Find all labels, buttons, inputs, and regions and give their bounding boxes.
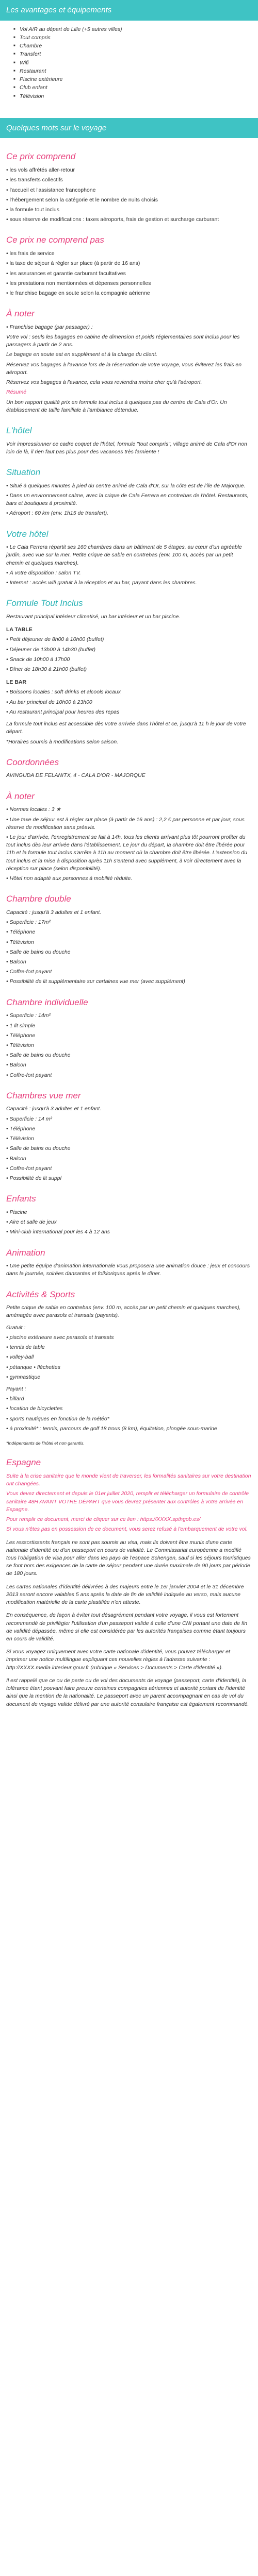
list-line: • Salle de bains ou douche: [6, 1052, 71, 1059]
animation-text: • Une petite équipe d'animation internationale vous proposera une animation douce : jeux et concours dans la journée, soirées dansantes et folkloriques après le dîner.: [6, 1263, 250, 1277]
list-line: • Snack de 10h00 à 17h00: [6, 656, 70, 663]
list-line: • les frais de service: [6, 250, 55, 257]
included-list: [6, 166, 252, 224]
room-std-list: [6, 909, 252, 986]
list-line: • pétanque • fléchettes: [6, 1364, 60, 1370]
list-line: • à proximité* : tennis, parcours de golf 18 trous (8 km), équitation, plongée sous-marine: [6, 1425, 217, 1432]
votre-hotel-title: Votre hôtel: [6, 529, 49, 539]
list-line: • Petit déjeuner de 8h00 à 10h00 (buffet): [6, 636, 104, 643]
list-line: • Superficie : 14 m²: [6, 1115, 52, 1122]
list-line: • Salle de bains ou douche: [6, 948, 71, 955]
situation-list: [6, 482, 252, 518]
list-line: • Déjeuner de 13h00 à 14h30 (buffet): [6, 646, 95, 653]
list-line: • Normes locales : 3 ★: [6, 806, 61, 813]
activities-intro: Petite crique de sable en contrebas (env. 100 m, accès par un petit chemin et quelques marches), aménagée avec parasols et transats (payants).: [6, 1304, 241, 1319]
advantage-item: ■ Télévision: [20, 93, 252, 100]
advantage-item: ■ Restaurant: [20, 67, 252, 75]
list-line: • Dans un environnement calme, avec la crique de Cala Ferrera en contrebas de l'hôtel. Restaurants, bars et boutiques à proximité.: [6, 492, 249, 507]
activities-paid-title: Payant :: [6, 1385, 26, 1392]
list-line: • 1 lit simple: [6, 1022, 36, 1029]
list-line: • Internet : accès wifi gratuit à la réception et au bar, payant dans les chambres.: [6, 580, 197, 586]
list-line: • Possibilité de lit suppl: [6, 1175, 61, 1181]
list-line: • Coffre-fort payant: [6, 969, 52, 975]
list-line: En conséquence, de façon à éviter tout désagrément pendant votre voyage, il vous est fortement recommandé de privilégier l'utilisation d'un passeport valide à celle d'une CNI portant une date de fin de validité dépassée, même si elle est considérée par les autorités françaises comme étant toujours en cours de validité.: [6, 1612, 248, 1642]
advantage-item: ■ Tout compris: [20, 34, 252, 42]
details-block: [0, 138, 258, 1708]
list-line: • les assurances et garantie carburant facultatives: [6, 270, 126, 277]
list-line: Pour remplir ce document, merci de cliquer sur ce lien : https://XXXX.spthgob.es/: [6, 1516, 201, 1523]
room-sea-title: Chambres vue mer: [6, 1090, 81, 1100]
list-line: • les prestations non mentionnées et dépenses personnelles: [6, 280, 151, 286]
list-line: • l'accueil et l'assistance francophone: [6, 187, 96, 193]
list-line: • billard: [6, 1396, 24, 1402]
note2-list: [6, 806, 252, 883]
list-line: Capacité : jusqu'à 3 adultes et 1 enfant.: [6, 909, 102, 916]
note1-lines: [6, 324, 252, 387]
note1-title: À noter: [6, 309, 35, 319]
list-line: • Télévision: [6, 1136, 34, 1142]
list-line: • l'hébergement selon la catégorie et le nombre de nuits choisis: [6, 196, 158, 203]
list-line: • Hôtel non adapté aux personnes à mobilité réduite.: [6, 875, 133, 882]
list-line: • Situé à quelques minutes à pied du centre animé de Cala d'Or, sur la côte est de l'île de Majorque.: [6, 482, 246, 489]
formule-table-title: LA TABLE: [6, 626, 33, 633]
list-line: • Au bar principal de 10h00 à 23h00: [6, 699, 92, 705]
children-title: Enfants: [6, 1194, 36, 1204]
list-line: • piscine extérieure avec parasols et transats: [6, 1334, 114, 1341]
list-line: • Dîner de 18h30 à 21h00 (buffet): [6, 666, 87, 673]
activities-free-title: Gratuit :: [6, 1324, 26, 1331]
spain-alert: [6, 1472, 252, 1534]
list-line: Il est rappelé que ce ou de perte ou de vol des documents de voyage (passeport, carte d'identité), la tolérance étant pouvant faire preuve certaines compagnies aériennes et autorité portant de l'identité ainsi que la mention de la nationalité. Le passeport avec un parent accompagnant en cas de vol du document de voyage valide délivré par une autorité consulaire française est également recommandé.: [6, 1677, 249, 1707]
list-line: • Télévision: [6, 939, 34, 945]
advantages-block: [0, 21, 258, 100]
formule-note2: *Horaires soumis à modifications selon saison.: [6, 738, 119, 745]
section-header-advantages: Les avantages et équipements: [0, 0, 258, 21]
hotel-title: L'hôtel: [6, 425, 32, 435]
list-line: • les transferts collectifs: [6, 177, 63, 183]
situation-title: Situation: [6, 467, 41, 478]
advantage-item: ■ Chambre: [20, 42, 252, 50]
formule-table-list: [6, 636, 252, 673]
list-line: • À votre disposition : salon TV.: [6, 569, 81, 576]
list-line: Suite à la crise sanitaire que le monde vient de traverser, les formalités sanitaires sur votre destination ont changées.: [6, 1473, 251, 1487]
list-line: Vous devez directement et depuis le 01er juillet 2020, remplir et télécharger un formulaire de contrôle sanitaire 48H AVANT VOTRE DÉPART que vous devrez présenter aux contrôles à votre arrivée en Espagne.: [6, 1490, 249, 1513]
list-line: • la formule tout inclus: [6, 206, 59, 213]
advantage-item: ■ Club enfant: [20, 84, 252, 92]
list-line: • Boissons locales : soft drinks et alcools locaux: [6, 689, 121, 696]
formule-bar-title: LE BAR: [6, 679, 27, 686]
activities-title: Activités & Sports: [6, 1289, 75, 1299]
advantages-list: [6, 26, 252, 100]
list-line: • Coffre-fort payant: [6, 1072, 52, 1078]
list-line: • les vols affrétés aller-retour: [6, 167, 75, 174]
list-line: Votre vol : seuls les bagages en cabine de dimension et poids réglementaires sont inclus pour les passagers à partir de 2 ans.: [6, 334, 240, 348]
formule-bar-list: [6, 688, 252, 716]
list-line: • Téléphone: [6, 1125, 36, 1132]
spain-title: Espagne: [6, 1458, 41, 1468]
list-line: • sports nautiques en fonction de la météo*: [6, 1415, 109, 1422]
room-single-list: [6, 1012, 252, 1079]
list-line: • Franchise bagage (par passager) :: [6, 324, 93, 330]
list-line: • la taxe de séjour à régler sur place (à partir de 16 ans): [6, 260, 140, 267]
list-line: • Le Cala Ferrera répartit ses 160 chambres dans un bâtiment de 5 étages, au cœur d'un agréable jardin, avec vue sur la mer. Petite crique de sable en contrebas (env. 100 m, accès par un petit chemin et quelques marches).: [6, 544, 242, 566]
list-line: Réservez vos bagages à l'avance, cela vous reviendra moins cher qu'à l'aéroport.: [6, 379, 202, 386]
list-line: • tennis de table: [6, 1344, 45, 1351]
list-line: Réservez vos bagages à l'avance lors de la réservation de votre voyage, vous éviterez les frais en aéroport.: [6, 361, 242, 376]
included-title: Ce prix comprend: [6, 151, 76, 162]
formule-title: Formule Tout Inclus: [6, 598, 83, 608]
advantage-item: ■ Transfert: [20, 50, 252, 58]
coords-address: AVINGUDA DE FELANITX, 4 - CALA D'OR - MAJORQUE: [6, 772, 146, 779]
list-line: • Possibilité de lit supplémentaire sur certaines vue mer (avec supplément): [6, 978, 185, 985]
list-line: • Mini-club international pour les 4 à 12 ans: [6, 1229, 110, 1235]
activities-free-list: [6, 1334, 252, 1381]
list-line: • volley-ball: [6, 1354, 34, 1361]
list-line: • Piscine: [6, 1209, 27, 1215]
excluded-title: Ce prix ne comprend pas: [6, 235, 104, 245]
list-line: Si vous n'êtes pas en possession de ce document, vous serez refusé à l'embarquement de votre vol.: [6, 1526, 248, 1533]
list-line: • sous réserve de modifications : taxes aéroports, frais de gestion et surcharge carburant: [6, 216, 219, 223]
list-line: • Balcon: [6, 959, 26, 965]
room-std-title: Chambre double: [6, 894, 71, 904]
list-line: • Salle de bains ou douche: [6, 1145, 71, 1152]
list-line: Les cartes nationales d'identité délivrées à des majeurs entre le 1er janvier 2004 et le 31 décembre 2013 seront encore valables 5 ans après la date de fin de validité indiquée au verso, mais aucune modification matérielle de la carte plastifiée n'en atteste.: [6, 1583, 244, 1606]
list-line: • Coffre-fort payant: [6, 1165, 52, 1172]
list-line: • le franchise bagage en soute selon la compagnie aérienne: [6, 290, 150, 296]
formule-intro: Restaurant principal intérieur climatisé, un bar intérieur et un bar piscine.: [6, 613, 181, 620]
advantage-item: ■ Wifi: [20, 59, 252, 67]
list-line: • Au restaurant principal pour heures des repas: [6, 708, 120, 715]
formule-note: La formule tout inclus est accessible dès votre arrivée dans l'hôtel et ce, jusqu'à 11 h le jour de votre départ.: [6, 721, 246, 735]
list-line: • Superficie : 14m²: [6, 1012, 51, 1019]
activities-footnote: *Indépendants de l'hôtel et non garantis.: [6, 1440, 85, 1446]
list-line: • location de bicyclettes: [6, 1405, 63, 1412]
list-line: • Balcon: [6, 1155, 26, 1162]
resume-title: Résumé: [6, 389, 27, 396]
note2-title: À noter: [6, 791, 35, 801]
list-line: • Balcon: [6, 1062, 26, 1069]
resume-text: Un bon rapport qualité prix en formule tout inclus à quelques pas du centre de Cala d'Or. Un établissement de taille familiale à l'ambiance détendue.: [6, 399, 227, 413]
activities-paid-list: [6, 1395, 252, 1433]
list-line: • Téléphone: [6, 1032, 36, 1039]
list-line: • Superficie : 17m²: [6, 919, 51, 926]
excluded-list: [6, 250, 252, 297]
list-line: Capacité : jusqu'à 3 adultes et 1 enfant.: [6, 1106, 102, 1112]
hotel-text: Voir impressionner ce cadre coquet de l'hôtel, formule "tout compris", village animé de Cala d'Or non loin de là, il rien faut pas plus pour des vacances très farniente !: [6, 440, 247, 455]
children-list: [6, 1209, 252, 1236]
advantage-item: ■ Vol A/R au départ de Lille (+5 autres villes): [20, 26, 252, 33]
advantage-item: ■ Piscine extérieure: [20, 76, 252, 83]
section-header-details: Quelques mots sur le voyage: [0, 118, 258, 139]
list-line: • Aire et salle de jeux: [6, 1219, 57, 1226]
list-line: • Le jour d'arrivée, l'enregistrement se fait à 14h, tous les clients arrivant plus tôt pourront profiter du tout inclus dès leur arrivée dans l'établissement. Le jour du départ, la chambre doit être libérée pour 11h et la formule tout inclus s'arrête à 11h au moment où la chambre doit être libérée. L'extension du tout inclus et la mise à disposition après 11h s'entend avec supplément, à voir directement avec la réception sur place (selon disponibilité).: [6, 834, 248, 872]
list-line: Le bagage en soute est en supplément et à la charge du client.: [6, 351, 158, 358]
room-sea-list: [6, 1105, 252, 1182]
spain-paras: [6, 1539, 252, 1708]
list-line: • Télévision: [6, 1042, 34, 1048]
list-line: • Aéroport : 60 km (env. 1h15 de transfert).: [6, 510, 109, 517]
list-line: Si vous voyagez uniquement avec votre carte nationale d'identité, vous pouvez télécharger et imprimer une notice multilingue expliquant ces nouvelles règles à l'adresse suivante : http://XXXX.media.interieur.gouv.fr (rubrique « Services > Documents > Carte d'identité »).: [6, 1649, 230, 1671]
list-line: Les ressortissants français ne sont pas soumis au visa, mais ils doivent être munis d'une carte nationale d'identité ou d'un passeport en cours de validité. Le Commissariat européenne a modifié tous l'obligation de visa pour aller dans les pays de l'espace Schengen, sauf si les séjours touristiques se font hors des exigences de la carte de séjour pendant une durée maximale de 90 jours par période de 180 jours.: [6, 1539, 251, 1577]
room-single-title: Chambre individuelle: [6, 997, 88, 1007]
list-line: • gymnastique: [6, 1374, 41, 1380]
list-line: • Une taxe de séjour est à régler sur place (à partir de 16 ans) : 2,2 € par personne et par jour, sous réserve de modification sans préavis.: [6, 816, 245, 831]
votre-hotel-list: [6, 544, 252, 587]
coords-title: Coordonnées: [6, 757, 59, 767]
animation-title: Animation: [6, 1247, 45, 1258]
list-line: • Téléphone: [6, 929, 36, 936]
